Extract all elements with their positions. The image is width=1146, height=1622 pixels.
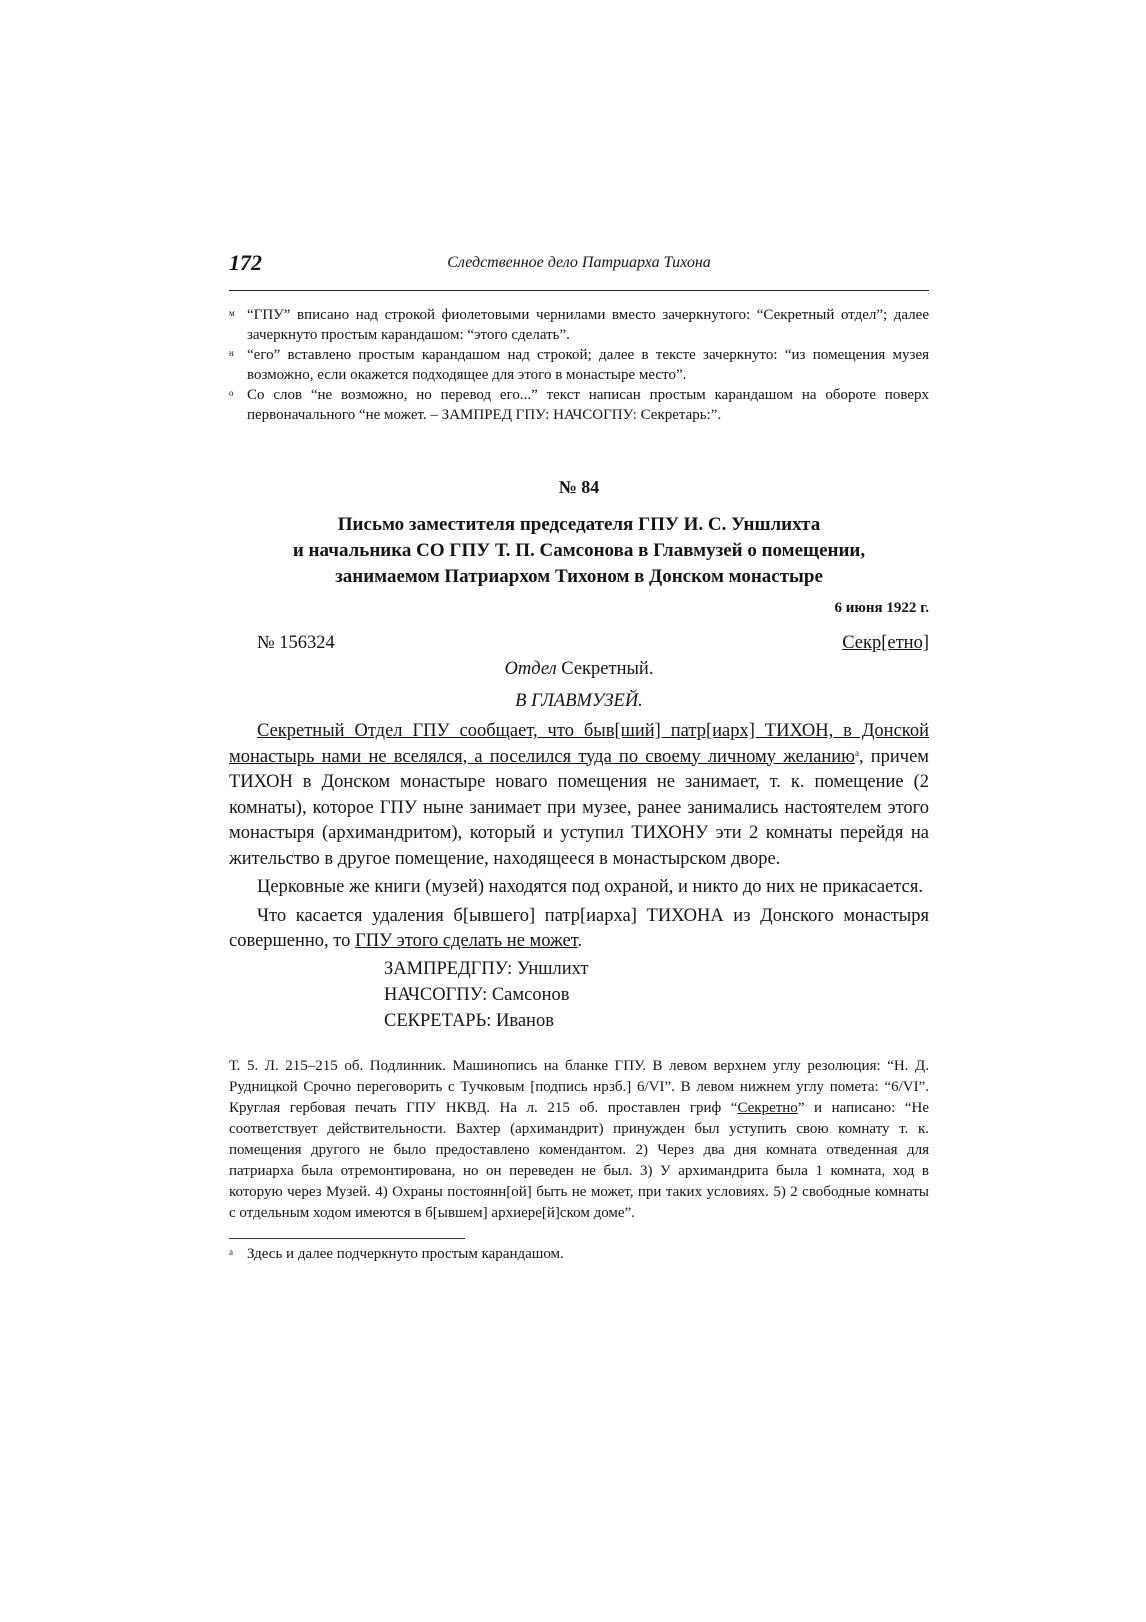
- footnote: [229, 385, 929, 425]
- signature-line: НАЧСОГПУ: Самсонов: [384, 984, 570, 1005]
- footnote-mark: н: [229, 348, 234, 358]
- top-footnotes: [229, 305, 929, 425]
- running-title: Следственное дело Патриарха Тихона: [447, 254, 711, 271]
- department-name: Секретный.: [561, 659, 654, 679]
- footnote-text: Со слов “не возможно, но перевод его...” текст написан простым карандашом на обороте поверх первоначального “не может. – ЗАМПРЕД ГПУ: НАЧСОГПУ: Секретарь:”.: [247, 387, 929, 423]
- paragraph-text: .: [577, 931, 583, 951]
- document-number: № 84: [558, 477, 600, 497]
- registration-number: № 156324: [257, 633, 335, 653]
- book-page: [229, 244, 929, 1264]
- footnote-mark: а: [229, 1246, 233, 1257]
- footnote-ref: а: [854, 747, 859, 758]
- archival-note: [229, 1056, 929, 1224]
- letter-body: [229, 719, 929, 955]
- signatures: [384, 956, 929, 1034]
- classification-stamp: Секр[етно]: [842, 633, 929, 653]
- archival-text: Т. 5. Л. 215–215 об. Подлинник. Машинопись на бланке ГПУ. В левом верхнем углу резолюция: “Н. Д. Рудницкой Срочно переговорить с Тучковым [подпись нрзб.] 6/VI”. В левом нижнем углу помета: “6/VI”. Круглая гербовая печать ГПУ НКВД. На л. 215 об. проставлен гриф “: [229, 1057, 929, 1116]
- signature-line: СЕКРЕТАРЬ: Иванов: [384, 1010, 554, 1031]
- paragraph-text: Что касается удаления б[ывшего] патр[иарха] ТИХОНА из Донского монастыря совершенно, то: [229, 905, 929, 951]
- paragraph-text: , причем ТИХОН в Донском монастыре новаго помещения не занимает, т. к. помещение (2 комнаты), которое ГПУ ныне занимает при музее, ранее занимались настоятелем этого монастыря (архимандритом), который и уступил ТИХОНУ эти 2 комнаты перейдя на жительство в другое помещение, находящееся в монастырском дворе.: [229, 746, 929, 869]
- title-line: Письмо заместителя председателя ГПУ И. С. Уншлихта: [337, 514, 821, 535]
- paragraph: [229, 719, 929, 872]
- department-label: Отдел: [504, 659, 557, 679]
- page-number: 172: [229, 250, 262, 275]
- footnote: [229, 345, 929, 385]
- title-line: занимаемом Патриархом Тихоном в Донском монастыре: [335, 566, 823, 587]
- footnote: [229, 1244, 929, 1264]
- registration-row: [229, 633, 929, 659]
- archival-text: ” и написано: “Не соответствует действительности. Вахтер (архимандрит) принужден был уступить свою комнату т. к. помещения другого не было предоставлено комендантом. 2) Через два дня комната отведенная для патриарха была отремонтирована, но он переведен не был. 3) У архимандрита была 1 комната, ход в которую через Музей. 4) Охраны постоянн[ой] быть не может, при таких условиях. 5) 2 свободные комнаты с отдельным ходом имеются в б[ывшем] архиере[й]ском доме”.: [229, 1099, 929, 1221]
- signature-line: ЗАМПРЕДГПУ: Уншлихт: [384, 958, 589, 979]
- paragraph: Церковные же книги (музей) находятся под охраной, и никто до них не прикасается.: [257, 877, 923, 897]
- footnote-text: “ГПУ” вписано над строкой фиолетовыми чернилами вместо зачеркнутого: “Секретный отдел”; далее зачеркнуто простым карандашом: “этого сделать”.: [247, 307, 929, 343]
- department-line: [229, 659, 929, 685]
- underlined-text: Секретно: [737, 1099, 798, 1116]
- footnote-mark: м: [229, 308, 235, 318]
- footnote-text: Здесь и далее подчеркнуто простым карандашом.: [247, 1245, 564, 1262]
- document-title: [229, 512, 929, 590]
- page-header: [229, 244, 929, 291]
- addressee: В ГЛАВМУЗЕЙ.: [515, 691, 643, 711]
- document-date: 6 июня 1922 г.: [834, 600, 929, 616]
- paragraph: [229, 904, 929, 955]
- title-line: и начальника СО ГПУ Т. П. Самсонова в Главмузей о помещении,: [292, 540, 866, 561]
- footnote: [229, 305, 929, 345]
- footnote-divider: [229, 1238, 465, 1239]
- footnote-text: “его” вставлено простым карандашом над строкой; далее в тексте зачеркнуто: “из помещения музея возможно, если окажется подходящее для этого в монастыре место”.: [247, 347, 929, 383]
- footnote-mark: о: [229, 388, 234, 398]
- underlined-text: ГПУ этого сделать не может: [355, 931, 578, 951]
- underlined-text: Секретный Отдел ГПУ сообщает, что быв[ший] патр[иарх] ТИХОН, в Донской монастырь нами не вселялся, а поселился туда по своему личному желанию: [229, 721, 929, 767]
